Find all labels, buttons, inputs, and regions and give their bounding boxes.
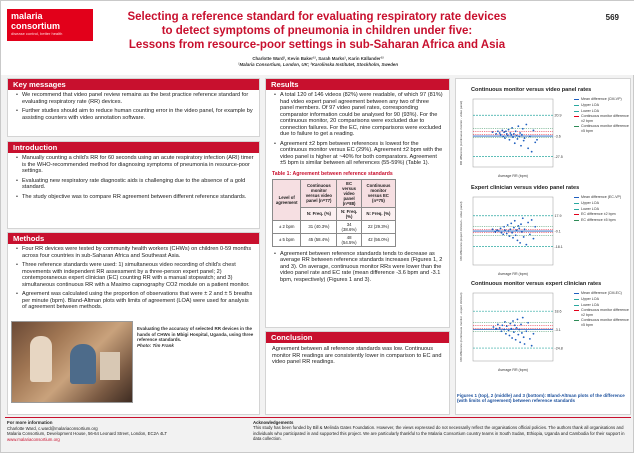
table-row — [273, 220, 396, 233]
line-value-label: -18.1 — [554, 244, 563, 249]
legend-entry — [574, 114, 630, 122]
legend-swatch — [574, 126, 579, 127]
table-header-cell: EC versus video panel (n=88) — [337, 179, 361, 207]
data-point — [493, 326, 495, 328]
list-item: • Four RR devices were tested by community health workers (CHWs) on children 0-59 months across four countries in sub-Saharan Africa and Southeast Asia. — [16, 246, 254, 259]
table-header-cell: Level of agreement — [273, 179, 301, 220]
legend-swatch — [574, 111, 579, 112]
data-point — [521, 134, 523, 136]
data-point — [511, 127, 513, 129]
conclusion-section — [265, 331, 450, 415]
data-point — [515, 339, 517, 341]
chart-legend — [574, 97, 630, 134]
list-item: • Further studies should aim to reduce human counting error in the video panel, for example by assisting counters with video annotation software. — [16, 108, 254, 121]
data-point — [501, 324, 503, 326]
data-point — [524, 343, 526, 345]
ack-text: This study has been funded by Bill & Melinda Gates Foundation. However, the views expressed do not necessarily reflect the organisations official policies. The authors thank all organisations and individuals who participated in and supported this project. We are particularly thankful to the Malaria Consortium country teams in South Sudan, Ethiopia, Uganda and Cambodia for their support in data collection. — [253, 425, 625, 442]
results-list — [266, 90, 449, 167]
list-item: • Agreement was calculated using the proportion of observations that were ± 2 and ± 5 breaths per minute (bpm). Bland-Altman plots with limits of agreement (LOA) were used for analysis of agreement between methods. — [16, 291, 254, 311]
y-axis-label: RR difference (continuous monitor - expert clinician) — [459, 292, 463, 362]
legend-entry — [574, 207, 630, 211]
list-item: • We recommend that video panel review remains as the best practice reference standard for evaluating respiratory rate (RR) devices. — [16, 92, 254, 105]
photo-caption — [137, 326, 259, 348]
data-point — [527, 222, 529, 224]
malaria-consortium-logo — [7, 9, 93, 41]
data-point — [509, 132, 511, 134]
data-point — [502, 136, 504, 138]
methods-heading: Methods — [8, 233, 259, 244]
legend-label: EC difference ±5 bpm — [581, 218, 616, 223]
data-point — [496, 229, 498, 231]
data-point — [499, 132, 501, 134]
legend-label: Continuous monitor difference ±5 bpm — [581, 318, 629, 327]
key-messages-section — [7, 78, 260, 137]
data-point — [508, 230, 510, 232]
key-messages-heading: Key messages — [8, 79, 259, 90]
legend-swatch — [574, 305, 579, 306]
list-item: • A total 120 of 146 videos (82%) were readable, of which 97 (81%) had video expert panel agreement between any two of three panel members. Of 97 video panel rates, corresponding comparator information could be analysed for 90 (93%). For the continuous monitor, 20 comparisons were excluded due to connection failures. For the EC, nine comparisons were excluded due to failure to get a reading. — [274, 92, 444, 138]
ack-label: Acknowledgements — [253, 420, 294, 425]
plot-area — [473, 293, 553, 361]
data-point — [499, 327, 501, 329]
photo-credit: Photo: Tim Frank — [137, 342, 174, 348]
bland-altman-plot — [457, 289, 573, 373]
legend-entry — [574, 297, 630, 301]
data-point — [516, 229, 518, 231]
logo-line2: consortium — [11, 21, 61, 31]
data-point — [514, 220, 516, 222]
data-point — [525, 244, 527, 246]
introduction-list — [8, 153, 259, 200]
data-point — [503, 131, 505, 133]
legend-label: Mean difference (CM-EC) — [581, 291, 622, 295]
data-point — [507, 224, 509, 226]
data-point — [534, 226, 536, 228]
data-point — [519, 132, 521, 134]
author-list: Charlotte Ward¹, Kevin Baker¹², Sarah Marks¹, Karin Källander¹² — [252, 56, 384, 61]
data-point — [501, 232, 503, 234]
legend-label: Upper LOA — [581, 296, 599, 301]
chart-title: Continuous monitor versus expert clinician rates — [471, 281, 602, 287]
chart-title: Expert clinician versus video panel rates — [471, 185, 580, 191]
table-cell: ± 5 bpm — [273, 233, 301, 246]
legend-swatch — [574, 220, 579, 221]
table-cell: 45 (58.4%) — [301, 233, 337, 246]
data-point — [517, 125, 519, 127]
data-point — [520, 324, 522, 326]
data-point — [536, 139, 538, 141]
table-cell: 34 (38.6%) — [337, 220, 361, 233]
data-point — [502, 234, 504, 236]
legend-entry — [574, 318, 630, 326]
data-point — [527, 322, 529, 324]
data-point — [498, 230, 500, 232]
legend-swatch — [574, 299, 579, 300]
data-point — [522, 317, 524, 319]
data-point — [503, 226, 505, 228]
data-point — [501, 130, 503, 132]
data-point — [531, 219, 533, 221]
legend-label: Continuous monitor difference ±5 bpm — [581, 124, 629, 133]
data-point — [521, 231, 523, 233]
footer-divider — [5, 417, 631, 418]
data-point — [508, 330, 510, 332]
data-point — [527, 147, 529, 149]
data-point — [501, 330, 503, 332]
legend-entry — [574, 303, 630, 307]
legend-label: Lower LOA — [581, 108, 599, 113]
data-point — [514, 324, 516, 326]
data-point — [534, 141, 536, 143]
x-axis-label: Average RR (bpm) — [498, 174, 528, 178]
data-point — [497, 324, 499, 326]
data-point — [506, 133, 508, 135]
data-point — [524, 137, 526, 139]
footer-acknowledgements — [253, 420, 629, 442]
data-point — [520, 223, 522, 225]
data-point — [504, 137, 506, 139]
line-value-label: -27.5 — [554, 154, 563, 159]
data-point — [515, 234, 517, 236]
data-point — [506, 325, 508, 327]
poster-number: 569 — [605, 13, 619, 22]
data-point — [509, 335, 511, 337]
more-info-label: For more information — [7, 420, 53, 425]
address-line: Malaria Consortium, Development House, 56-64 Leonard Street, London, EC2A 4LT — [7, 431, 167, 437]
legend-entry — [574, 201, 630, 205]
line-value-label: -0.1 — [554, 229, 561, 234]
y-axis-label: RR difference (expert clinician - video panel) — [459, 201, 463, 261]
conclusion-text: Agreement between all reference standards was low. Continuous monitor RR readings are consistently lower in comparison to EC and video panel RR readings. — [272, 346, 442, 365]
table-cell: 31 (40.3%) — [301, 220, 337, 233]
bland-altman-plot — [457, 95, 573, 179]
data-point — [533, 238, 535, 240]
data-point — [500, 134, 502, 136]
data-point — [523, 236, 525, 238]
data-point — [516, 135, 518, 137]
list-item: • Agreement between reference standards tends to decrease as average RR between reference standards increases (Figures 1, 2 and 3). On average, continuous monitor RRs were lower than the video panel rate and EC rate (mean difference -3.6 bpm and -3.1 bpm, respectively) (Figures 1 and 3). — [274, 251, 444, 284]
data-point — [517, 138, 519, 140]
data-point — [525, 330, 527, 332]
data-point — [518, 329, 520, 331]
x-axis-label: Average RR (bpm) — [498, 368, 528, 372]
conclusion-heading: Conclusion — [266, 332, 449, 343]
data-point — [510, 328, 512, 330]
plot-area — [473, 99, 553, 167]
data-point — [520, 145, 522, 147]
legend-entry — [574, 124, 630, 132]
data-point — [533, 130, 535, 132]
table-row — [273, 233, 396, 246]
photo-figure-parent — [70, 344, 96, 384]
legend-swatch — [574, 197, 579, 198]
data-point — [529, 136, 531, 138]
data-point — [509, 235, 511, 237]
introduction-section — [7, 141, 260, 229]
y-axis-label: RR difference (continuous monitor - video panel) — [459, 100, 463, 166]
x-axis-label: Average RR (bpm) — [498, 272, 528, 276]
data-point — [512, 237, 514, 239]
data-point — [504, 229, 506, 231]
website-link[interactable]: www.malariaconsortium.org — [7, 436, 60, 442]
figure-caption: Figures 1 (top), 2 (middle) and 3 (bottom): Bland-Altman plots of the difference (with limits of agreement) between reference standards — [457, 393, 625, 404]
data-point — [500, 228, 502, 230]
legend-label: Continuous monitor difference ±2 bpm — [581, 308, 629, 317]
key-messages-list — [8, 90, 259, 121]
chart-legend — [574, 291, 630, 328]
data-point — [495, 133, 497, 135]
data-point — [510, 134, 512, 136]
title-line1: Selecting a reference standard for evaluating respiratory rate devices — [127, 11, 507, 23]
legend-swatch — [574, 209, 579, 210]
legend-swatch — [574, 105, 579, 106]
legend-entry — [574, 291, 630, 295]
legend-swatch — [574, 310, 579, 311]
legend-entry — [574, 308, 630, 316]
data-point — [514, 142, 516, 144]
photo-figure-health-worker — [30, 336, 52, 382]
data-point — [531, 151, 533, 153]
data-point — [517, 318, 519, 320]
data-point — [516, 327, 518, 329]
methods-list — [8, 244, 259, 311]
title-line2: to detect symptoms of pneumonia in children under five: — [161, 25, 473, 37]
line-value-label: 18.6 — [554, 309, 562, 314]
table-cell: 48 (54.5%) — [337, 233, 361, 246]
data-point — [531, 345, 533, 347]
legend-label: Mean difference (CM-VP) — [581, 97, 622, 101]
data-point — [503, 329, 505, 331]
legend-swatch — [574, 320, 579, 321]
table-title: Table 1: Agreement between reference standards — [272, 170, 393, 177]
results-heading: Results — [266, 79, 449, 90]
data-point — [510, 222, 512, 224]
table-header-row — [273, 179, 396, 207]
data-point — [515, 130, 517, 132]
data-point — [512, 136, 514, 138]
data-point — [529, 338, 531, 340]
legend-entry — [574, 218, 630, 222]
legend-label: Lower LOA — [581, 302, 599, 307]
legend-swatch — [574, 203, 579, 204]
data-point — [511, 337, 513, 339]
data-point — [495, 328, 497, 330]
data-point — [492, 131, 494, 133]
data-point — [524, 228, 526, 230]
list-item: • Evaluating new respiratory rate diagnostic aids is challenging due to the absence of a gold standard. — [16, 178, 254, 191]
legend-swatch — [574, 99, 579, 100]
affiliations: ¹Malaria Consortium, London, UK; ²Karolinska Institutet, Stockholm, Sweden — [237, 62, 399, 67]
data-point — [519, 341, 521, 343]
table-cell: 42 (56.0%) — [361, 233, 395, 246]
data-point — [517, 334, 519, 336]
data-point — [529, 234, 531, 236]
logo-tagline: disease control, better health — [11, 31, 63, 36]
authors-block — [151, 56, 485, 68]
agreement-table — [272, 179, 396, 247]
data-point — [522, 128, 524, 130]
data-point — [513, 133, 515, 135]
legend-label: Upper LOA — [581, 200, 599, 205]
data-point — [509, 228, 511, 230]
line-value-label: -3.6 — [554, 134, 561, 139]
data-point — [509, 139, 511, 141]
legend-entry — [574, 103, 630, 107]
poster-title — [101, 10, 533, 52]
legend-entry — [574, 212, 630, 216]
data-point — [494, 231, 496, 233]
data-point — [519, 242, 521, 244]
legend-entry — [574, 195, 630, 199]
legend-label: EC difference ±2 bpm — [581, 212, 616, 217]
line-value-label: 20.9 — [554, 113, 562, 118]
field-photo — [11, 321, 133, 403]
list-item: • Agreement ±2 bpm between references is lowest for the continuous monitor versus EC (29%). Agreement ±2 bpm with the video panel is higher at ~40% for both comparators. Agreement ±5 bpm is similar between all references (55-59%) (Table 1). — [274, 141, 444, 167]
data-point — [513, 227, 515, 229]
legend-entry — [574, 97, 630, 101]
data-point — [511, 232, 513, 234]
results-section — [265, 78, 450, 328]
photo-figure-equipment — [100, 352, 120, 380]
table-header-cell: Continuous monitor versus EC (n=75) — [361, 179, 395, 207]
poster-header — [1, 1, 634, 75]
chart-title: Continuous monitor versus video panel rates — [471, 87, 592, 93]
line-value-label: 17.9 — [554, 214, 562, 219]
data-point — [521, 332, 523, 334]
data-point — [506, 233, 508, 235]
table-header-cell: Continuous monitor versus video panel (n=77) — [301, 179, 337, 207]
data-point — [518, 228, 520, 230]
table-cell: ± 2 bpm — [273, 220, 301, 233]
data-point — [512, 320, 514, 322]
data-point — [504, 321, 506, 323]
data-point — [492, 228, 494, 230]
data-point — [533, 333, 535, 335]
data-point — [507, 135, 509, 137]
list-item: • Three reference standards were used: 1) simultaneous video recording of child's chest movements with independent RR assessment by a three-person expert panel; 2) contemporaneous expert clinician (EC) counting RR with a manual stopwatch; and 3) simultaneous continuous RR with a Masimo capnography CO2 module on a patient monitor. — [16, 262, 254, 288]
legend-swatch — [574, 116, 579, 117]
legend-entry — [574, 109, 630, 113]
footer-contact — [7, 420, 247, 442]
data-point — [523, 140, 525, 142]
legend-swatch — [574, 293, 579, 294]
data-point — [517, 239, 519, 241]
legend-label: Lower LOA — [581, 206, 599, 211]
data-point — [523, 336, 525, 338]
chart-legend — [574, 195, 630, 224]
data-point — [505, 130, 507, 132]
logo-line1: malaria — [11, 11, 43, 21]
data-point — [505, 333, 507, 335]
legend-label: Upper LOA — [581, 102, 599, 107]
data-point — [513, 331, 515, 333]
data-point — [509, 323, 511, 325]
line-value-label: -3.1 — [554, 328, 561, 333]
data-point — [522, 217, 524, 219]
data-point — [508, 129, 510, 131]
title-line3: Lessons from resource-poor settings in sub-Saharan Africa and Asia — [128, 39, 506, 51]
table-subheader-cell: N: Freq. (%) — [337, 207, 361, 220]
table-subheader-cell: N: Freq. (%) — [301, 207, 337, 220]
table-subheader-cell: N: Freq. (%) — [361, 207, 395, 220]
list-item: • The study objective was to compare RR agreement between different reference standards. — [16, 194, 254, 201]
photo-caption-text: Evaluating the accuracy of selected RR devices in the hands of CHWs in Mbigi Hospital, Uganda, using three reference standards. — [137, 326, 254, 343]
contact-line: Charlotte Ward, c.ward@malariaconsortium.org — [7, 425, 98, 431]
data-point — [497, 130, 499, 132]
legend-label: Continuous monitor difference ±2 bpm — [581, 114, 629, 123]
line-value-label: -24.8 — [554, 346, 563, 351]
data-point — [525, 124, 527, 126]
data-point — [517, 225, 519, 227]
legend-label: Mean difference (EC-VP) — [581, 195, 622, 199]
data-point — [518, 136, 520, 138]
results-list-continued — [266, 249, 449, 284]
legend-swatch — [574, 214, 579, 215]
introduction-heading: Introduction — [8, 142, 259, 153]
list-item: • Manually counting a child's RR for 60 seconds using an acute respiratory infection (ARI) timer is the WHO-recommended method for diagnosing symptoms of pneumonia in resource-poor settings. — [16, 155, 254, 175]
table-cell: 22 (29.3%) — [361, 220, 395, 233]
bland-altman-plot — [457, 193, 573, 277]
